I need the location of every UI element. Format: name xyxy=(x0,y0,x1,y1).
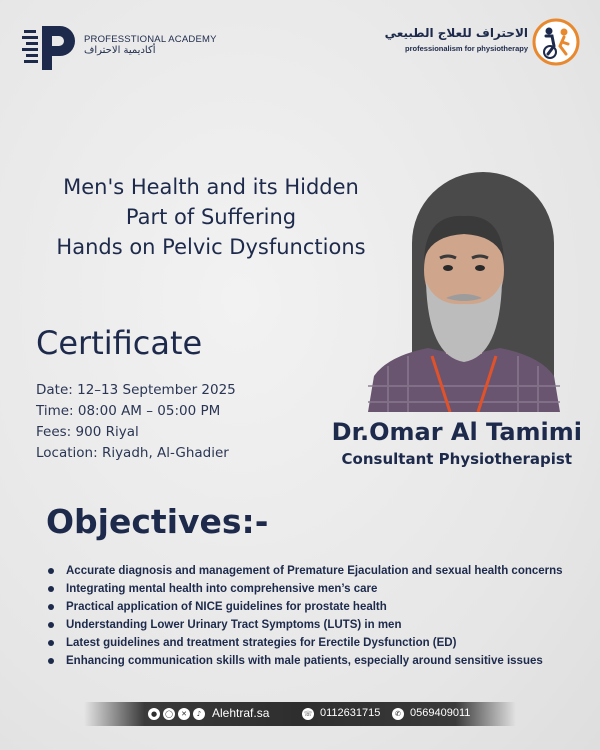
professional-academy-logo xyxy=(22,24,222,74)
objective-item xyxy=(46,562,563,580)
academy-name-ar: أكاديمية الاحتراف xyxy=(84,45,156,56)
website-link[interactable]: Alehtraf.sa xyxy=(212,706,270,720)
course-details xyxy=(36,380,236,464)
course-fees: Fees: 900 Riyal xyxy=(36,424,139,440)
tiktok-icon[interactable]: ♪ xyxy=(193,708,205,720)
instructor-name: Dr.Omar Al Tamimi xyxy=(331,418,582,446)
objective-text: Integrating mental health into comprehensive men’s care xyxy=(66,583,378,595)
instructor-photo xyxy=(368,206,560,412)
objectives-heading: Objectives:- xyxy=(46,502,269,541)
snapchat-icon[interactable]: ● xyxy=(148,708,160,720)
phone-icon: ☏ xyxy=(303,710,313,718)
objective-text: Accurate diagnosis and management of Premature Ejaculation and sexual health concerns xyxy=(66,565,563,577)
course-date: Date: 12–13 September 2025 xyxy=(36,382,236,398)
physiotherapy-badge-icon xyxy=(532,18,580,66)
course-location: Location: Riyadh, Al-Ghadier xyxy=(36,445,229,461)
whatsapp-icon: ✆ xyxy=(392,708,404,720)
bullet-icon xyxy=(48,658,54,664)
x-icon[interactable]: ✕ xyxy=(178,708,190,720)
certificate-label: Certificate xyxy=(36,324,203,362)
objective-item xyxy=(46,598,563,616)
phone-number[interactable]: 0112631715 xyxy=(320,707,381,719)
instructor-role: Consultant Physiotherapist xyxy=(341,450,572,468)
objective-text: Understanding Lower Urinary Tract Symptoms (LUTS) in men xyxy=(66,619,402,631)
bullet-icon xyxy=(48,568,54,574)
course-title-line: Hands on Pelvic Dysfunctions xyxy=(56,235,366,259)
course-title xyxy=(20,172,402,262)
whatsapp-number[interactable]: 0569409011 xyxy=(410,707,471,719)
bullet-icon xyxy=(48,604,54,610)
bullet-icon xyxy=(48,586,54,592)
physio-name-en: professionalism for physiotherapy xyxy=(405,44,528,53)
course-title-line: Part of Suffering xyxy=(125,205,297,229)
contact-footer-bar xyxy=(84,702,516,726)
physio-name-ar: الاحتراف للعلاج الطبيعي xyxy=(384,26,528,40)
course-title-line: Men's Health and its Hidden xyxy=(63,175,359,199)
physiotherapy-logo xyxy=(370,18,580,68)
social-icons xyxy=(148,708,205,720)
academy-p-logo-icon xyxy=(22,24,80,72)
objective-item xyxy=(46,616,563,634)
instagram-icon[interactable]: ◯ xyxy=(163,708,175,720)
objective-item xyxy=(46,652,563,670)
course-time: Time: 08:00 AM – 05:00 PM xyxy=(36,403,221,419)
objective-text: Practical application of NICE guidelines for prostate health xyxy=(66,601,387,613)
objective-item xyxy=(46,580,563,598)
academy-name-en: PROFESSTIONAL ACADEMY xyxy=(84,34,217,45)
objectives-list xyxy=(46,562,563,670)
objective-item xyxy=(46,634,563,652)
objective-text: Latest guidelines and treatment strategies for Erectile Dysfunction (ED) xyxy=(66,637,457,649)
objective-text: Enhancing communication skills with male patients, especially around sensitive issues xyxy=(66,655,543,667)
bullet-icon xyxy=(48,640,54,646)
bullet-icon xyxy=(48,622,54,628)
